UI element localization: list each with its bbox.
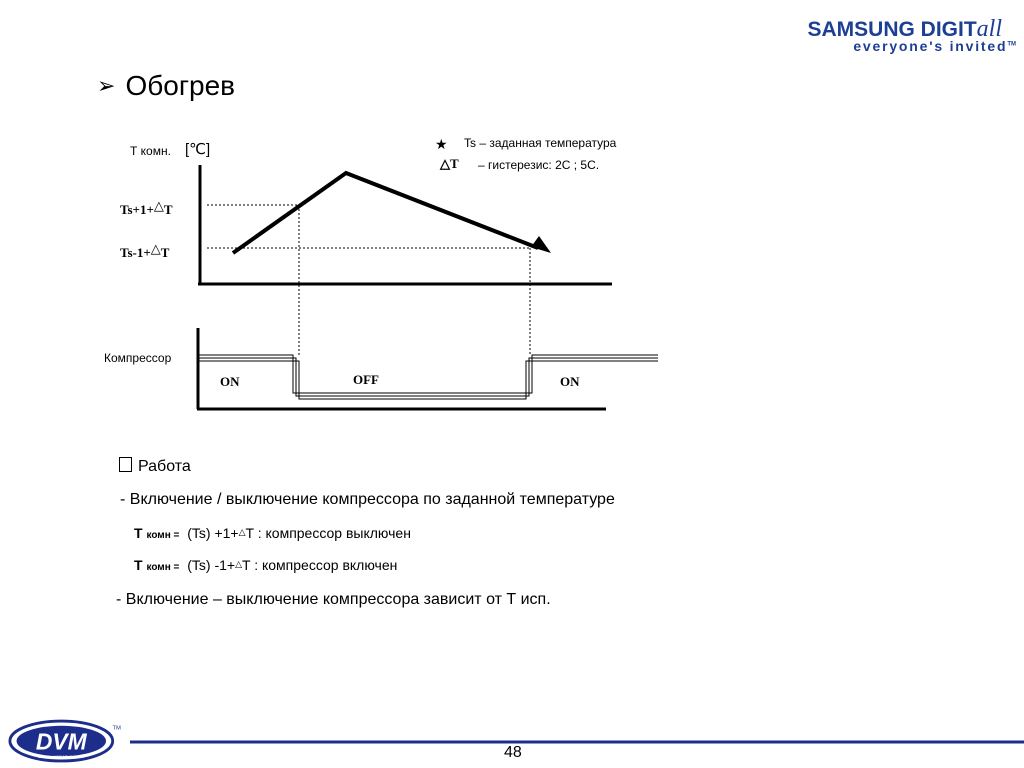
title-bullet-icon: ➢	[97, 73, 116, 98]
logo-brand-suffix: all	[976, 16, 1002, 42]
work-line-1: - Включение / выключение компрессора по заданной температуре	[120, 491, 615, 508]
dvm-subtext: DIGITAL VARIABLE MULTI	[38, 755, 85, 760]
work-heading	[119, 456, 191, 476]
state-on-right: ON	[560, 374, 580, 389]
logo-brand: SAMSUNG DIGIT	[807, 18, 977, 41]
legend-delta-t	[440, 156, 459, 172]
row1-t: Т	[134, 525, 143, 541]
upper-level-text: Ts+1+	[120, 202, 154, 217]
upper-delta-icon: △	[153, 198, 164, 213]
legend-delta-t-text: △T	[440, 156, 459, 171]
state-on-left: ON	[220, 374, 240, 389]
axis-label-text: Т комн.	[130, 144, 171, 158]
compressor-label: Компрессор	[104, 351, 172, 365]
title-text: Обогрев	[125, 70, 236, 101]
row1-a: (Ts) +1+	[187, 525, 239, 541]
page-number: 48	[504, 744, 522, 761]
row2-delta-icon: △	[235, 559, 243, 569]
temperature-curve	[233, 173, 538, 253]
lower-t-text: T	[160, 245, 170, 260]
row2-b: T : компрессор включен	[242, 557, 398, 573]
checkbox-icon	[119, 457, 132, 472]
curve-arrowhead-icon	[531, 236, 551, 253]
row2-t: Т	[134, 557, 143, 573]
axis-unit-text: ℃	[189, 141, 207, 158]
work-heading-text: Работа	[138, 458, 191, 475]
logo-tagline: everyone's invited	[853, 38, 1008, 54]
compressor-state-line	[198, 355, 658, 399]
logo-tm: TM	[1007, 41, 1016, 48]
work-row-1	[134, 525, 411, 541]
row2-sub: комн =	[146, 562, 180, 573]
lower-delta-icon: △	[150, 241, 161, 256]
upper-level-label	[120, 198, 173, 218]
dvm-logo	[8, 718, 126, 764]
dvm-text: DVM	[35, 728, 87, 755]
lower-level-label	[120, 241, 170, 261]
row2-a: (Ts) -1+	[187, 557, 236, 573]
upper-t-text: T	[163, 202, 173, 217]
axis-label	[130, 144, 171, 158]
star-icon: ★	[435, 136, 448, 152]
axis-unit: [℃]	[185, 141, 211, 158]
state-off: OFF	[353, 372, 379, 387]
dvm-tm: TM	[112, 725, 121, 732]
work-line-2: - Включение – выключение компрессора зависит от Т исп.	[116, 591, 551, 608]
lower-level-text: Ts-1+	[120, 245, 151, 260]
row1-b: T : компрессор выключен	[245, 525, 411, 541]
legend-ts: Ts – заданная температура	[464, 136, 617, 150]
work-row-2	[134, 557, 397, 573]
row1-sub: комн =	[146, 530, 180, 541]
row1-delta-icon: △	[238, 527, 246, 537]
legend-hysteresis: – гистерезис: 2С ; 5С.	[478, 158, 600, 172]
